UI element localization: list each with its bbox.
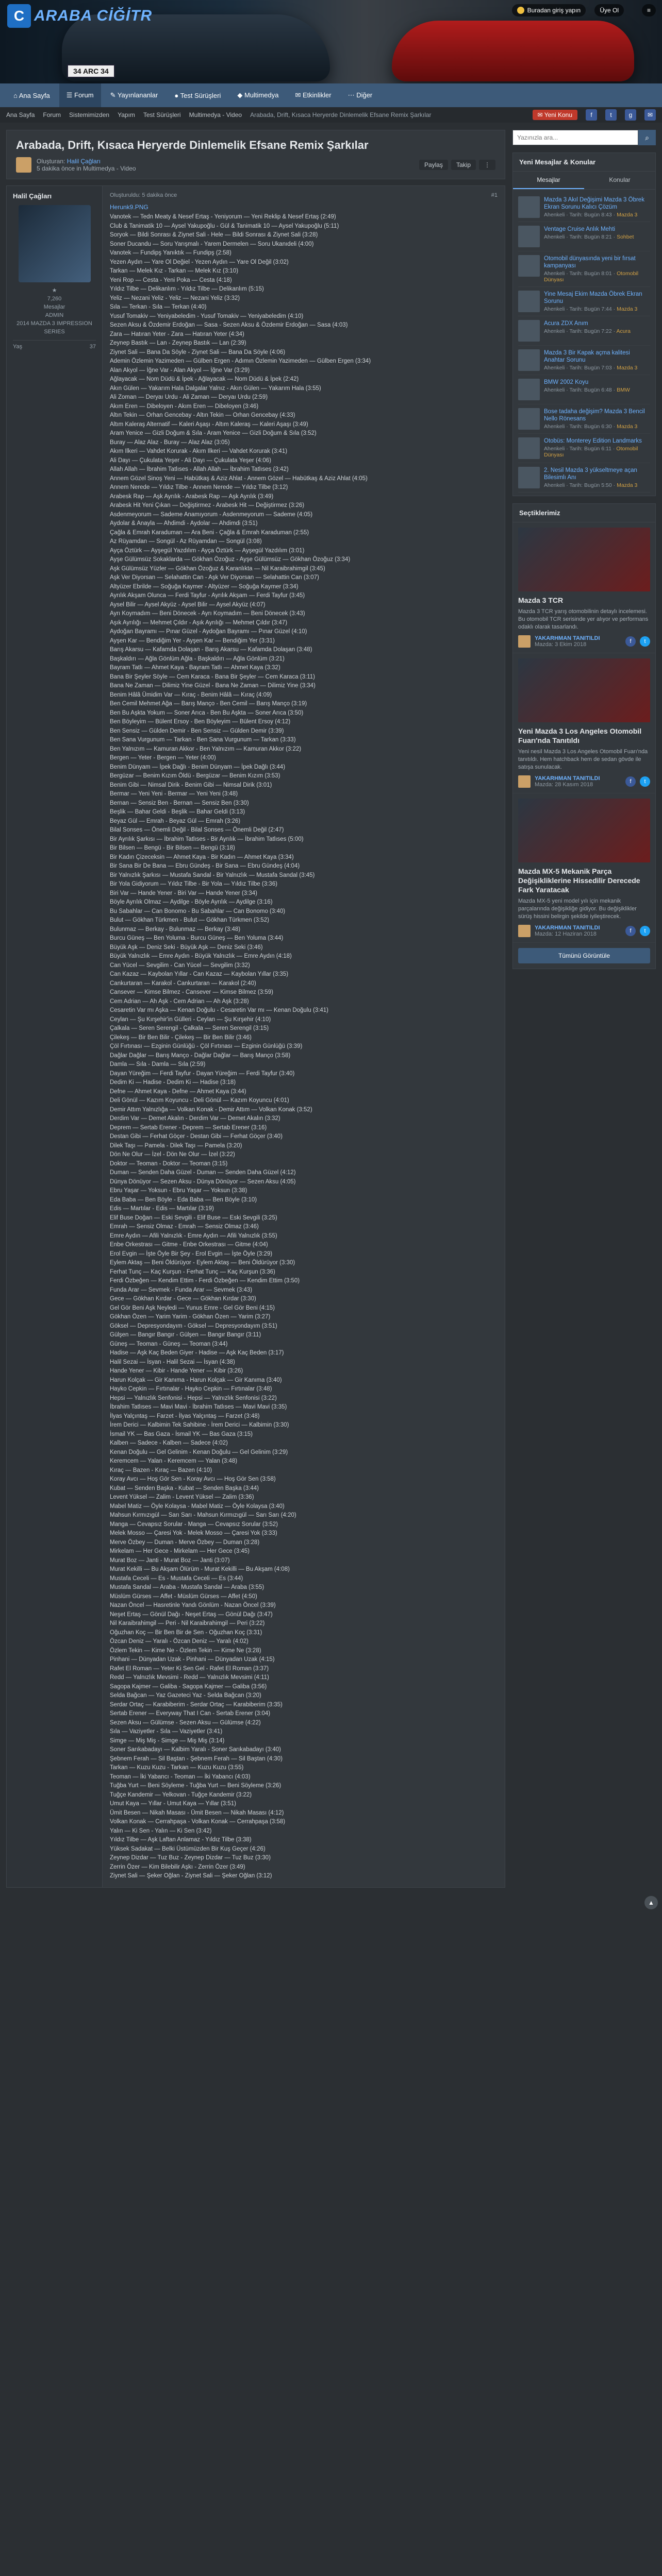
featured-article[interactable] [513,522,655,653]
list-item-title[interactable]: Otomobil dünyasında yeni bir fırsat kampanyası [544,256,636,269]
list-item-category[interactable]: Otomobil Dünyası [544,446,638,458]
post-date: Oluşturuldu: 5 dakika önce #1 [110,192,498,198]
site-logo[interactable] [7,4,152,28]
list-item-category[interactable]: Mazda 3 [617,423,638,430]
thread-header [6,130,505,179]
article-image[interactable] [518,528,650,591]
list-item-category[interactable]: Mazda 3 [617,365,638,371]
twitter-icon[interactable]: t [640,776,650,787]
search-input[interactable] [512,130,638,145]
thread-column [6,130,505,1908]
post-author-panel [7,186,103,1887]
facebook-icon[interactable]: f [625,926,636,936]
author-age: Yaş 37 [13,340,96,350]
crumb-forum[interactable]: Forum [43,111,61,118]
list-item-meta: Ahenkeli · Tarih: Bugün 6:11 [544,446,611,452]
track-list: Vanotek — Tedn Meaty & Nesef Ertaş - Yeniyorum — Yeni Reklip & Nesef Ertaş (2:49) Club & Tanimatik 10 — Aysel Yakupoğlu - Gül & Tanimatik 10 — Aysel Yakupoğlu (5:11) Soryok — Bildi Sonrası & Ziynet Sali - Hele — Bildi Sonrası & Ziynet Sali (3:28) Soner Ducandu — Soru Yarışmalı - Yarem Dermelen — Soru Ukanıdeli (4:00) Vanotek — Fundipş Yanıktık — Fundipş (2:58) Yezen Aydın — Yare Ol Değiel - Yezen Aydın — Yare Ol Değil (3:02) Tarkan — Melek Kız - Tarkan — Melek Kız (3:10) Yeni Rop — Cesta - Yeni Poka — Cesta (4:18) Yıldız Tilbe — Delikanlım - Yıldız Tilbe — Delikanlım (5:15) Yeliz — Nezani Yeliz - Yeliz — Nezani Yeliz (3:32) Sıla — Terkan - Sıla — Terkan (4:40) Yusuf Tomakiv — Yeniyabeledim - Yusuf Tomakiv — Yeniyabeledim (4:10) Sezen Aksu & Özdemir Erdoğan — Sasa - Sezen Aksu & Özdemir Erdoğan — Sasa (4:03) Zara — Hatıran Yeter - Zara — Hatıran Yeter (4:34) Zeynep Bastık — Lan - Zeynep Bastık — Lan (2:39) Ziynet Sali — Bana Da Söyle - Ziynet Sali — Bana Da Söyle (4:06) Ademin Özlemin Yazimeden — Gülben Ergen - Adımın Özlemin Yazimeden — Gülben Ergen (3:34) Alan Akyol — İğne Var - Alan Akyol — İğne Var (3:29) Ağlayacak — Nom Düdü & İpek - Ağlayacak — Nom Düdü & İpek (2:42) Akın Gülen — Yakarım Hala Dalgalar Yalnız - Akın Gülen — Yakarım Hala (3:55) Ali Zoman — Deryaı Urdu - Ali Zaman — Deryaı Urdu (2:59) Akım Eren — Dibeloyen - Akım Eren — Dibeloyen (3:46) Altın Tekin — Orhan Gencebay - Altın Tekin — Orhan Gencebay (4:33) Altım Kaleraş Alternatif — Kaleri Aşaşı - Altım Kaleraş — Kaleri Aşaşı (3:49) Aram Yenice — Gizli Doğum & Sıla - Aram Yenice — Gizli Doğum & Sıla (3:52) Buray — Alaz Alaz - Buray — Alaz Alaz (3:05) Akım Ilkeri — Vahdet Korurak - Akım Ilkeri — Vahdet Korurak (3:41) Ali Dayı — Çukulatа Yeşer - Ali Dayı — Çukulatа Yeşer (4:06) Allah Allah — İbrahim Tatlıses - Allah Allah — İbrahim Tatlıses (3:42) Annem Gözel Sinoş Yeni — Habütkaş & Aziz Ahlat - Annem Gözel — Habütkaş & Aziz Ahlat (4:05) Annem Nerede — Yıldız Tilbe - Annem Nerede — Yıldız Tilbe (3:12) Arabesk Rap — Aşk Ayrılık - Arabesk Rap — Aşk Ayrılık (3:49) Arabesk Hit Yeni Çıkan — Değiştirmez - Arabesk Hit — Değiştirmez (3:26) Asdenmeyorum — Sademe Anamıyorum - Asdenmeyorum — Sademe (4:05) Aydolar & Anayla — Ahdimdi - Aydolar — Ahdimdi (3:51) Çağla & Emrah Karaduman — Ara Beni - Çağla & Emrah Karaduman (2:55) Az Rüyamdan — Songül - Az Rüyamdan — Songül (3:08) Ayça Öztürk — Ayşegül Yazdılım - Ayça Öztürk — Ayşegül Yazdılım (3:01) Ayşe Gülümsüz Sokaklarda — Gökhan Özoğuz - Ayşe Gülümsüz — Gökhan Özoğuz (3:34) Aşk Gülümsüz Yüzler — Gökhan Özoğuz & Karanlıkta — Nil Karaibrahimgil (3:45) Aşk Ver Diyorsan — Selahattin Can - Aşk Ver Diyorsan — Selahattin Can (3:07) Altyüzer Ebrilde — Soğuğa Kaymer - Altyüzer — Soğuğa Kaymer (3:34) Ayrılık Akşam Olunca — Ferdi Tayfur - Ayrılık Akşam — Ferdi Tayfur (3:45) Aysel Bilir — Aysel Akyüz - Aysel Bilir — Aysel Akyüz (4:07) Ayrı Koymadım — Beni Dönecek - Ayrı Koymadım — Beni Dönecek (3:43) Aşık Ayrılığı — Mehmet Çıldır - Aşık Ayrılığı — Mehmet Çıldır (3:47) Aydoğan Bayramı — Pınar Güzel - Aydoğan Bayramı — Pınar Güzel (4:10) Ayşen Kar — Bendiğim Yer - Ayşen Kar — Bendiğim Yer (3:31) Barış Akarsu — Kafamda Dolaşan - Barış Akarsu — Kafamda Dolaşan (3:48) Başkaldırı — Ağla Gönlüm Ağla - Başkaldırı — Ağla Gönlüm (3:21) Bayram Tatlı — Ahmet Kaya - Bayram Tatlı — Ahmet Kaya (3:32) Bana Bir Şeyler Söyle — Cem Karaca - Bana Bir Şeyler — Cem Karaca (3:11) Bana Ne Zaman — Dilimiz Yine Güzel - Bana Ne Zaman — Dilimiz Yine (3:34) Benim Hâlâ Ümidim Var — Kıraç - Benim Hâlâ — Kıraç (4:09) Ben Cemil Mehmet Ağa — Barış Manço - Ben Cemil — Barış Manço (3:19) Ben Bu Aşkta Yokum — Soner Arıca - Ben Bu Aşkta — Soner Arıca (3:50) Ben Böyleyim — Bülent Ersoy - Ben Böyleyim — Bülent Ersoy (4:12) Ben Sensiz — Gülden Demir - Ben Sensiz — Gülden Demir (3:39) Ben Sana Vurgunum — Tarkan - Ben Sana Vurgunum — Tarkan (3:33) Ben Yalnızım — Kamuran Akkor - Ben Yalnızım — Kamuran Akkor (3:22) Bergen — Yeter - Bergen — Yeter (4:00) Benim Dünyam — İpek Dağlı - Benim Dünyam — İpek Dağlı (3:44) Bergüzar — Benim Kızım Öldü - Bergüzar — Benim Kızım (3:53) Benim Gibi — Nimsal Dirik - Benim Gibi — Nimsal Dirik (3:01) Bermar — Yeni Yeni - Bermar — Yeni Yeni (3:48) Bernan — Sensiz Ben - Bernan — Sensiz Ben (3:30) Beşlik — Bahar Geldi - Beşlik — Bahar Geldi (3:13) Beyaz Gül — Emrah - Beyaz Gül — Emrah (3:26) Bilal Sonses — Önemli Değil - Bilal Sonses — Önemli Değil (2:47) Bir Ayrılık Şarkısı — İbrahim Tatlıses - Bir Ayrılık — İbrahim Tatlıses (5:00) Bir Bilsen — Bengü - Bir Bilsen — Bengü (3:18) Bir Kadın Çizeceksin — Ahmet Kaya - Bir Kadın — Ahmet Kaya (3:34) Bir Sana Bir De Bana — Ebru Gündeş - Bir Sana — Ebru Gündeş (4:04) Bir Yalnızlık Şarkısı — Mustafa Sandal - Bir Yalnızlık — Mustafa Sandal (3:45) Bir Yola Gidiyorum — Yıldız Tilbe - Bir Yola — Yıldız Tilbe (3:36) Biri Var — Hande Yener - Biri Var — Hande Yener (3:34) Böyle Ayrılık Olmaz — Aydilge - Böyle Ayrılık — Aydilge (3:16) Bu Sabahlar — Can Bonomo - Bu Sabahlar — Can Bonomo (3:40) Bulut — Gökhan Türkmen - Bulut — Gökhan Türkmen (3:52) Bulunmaz — Berkay - Bulunmaz — Berkay (3:48) Burcu Güneş — Ben Yoluma - Burcu Güneş — Ben Yoluma (3:44) Büyük Aşk — Deniz Seki - Büyük Aşk — Deniz Seki (3:46) Büyük Yalnızlık — Emre Aydın - Büyük Yalnızlık — Emre Aydın (4:18) Can Yücel — Sevgilim - Can Yücel — Sevgilim (3:32) Can Kazaz — Kaybolan Yıllar - Can Kazaz — Kaybolan Yıllar (3:35) Cankurtaran — Karakol - Cankurtaran — Karakol (2:40) Cansever — Kimse Bilmez - Cansever — Kimse Bilmez (3:59) Cem Adrian — Ah Aşk - Cem Adrian — Ah Aşk (3:28) Cesaretin Var mı Aşka — Kenan Doğulu - Cesaretin Var mı — Kenan Doğulu (3:41) Ceylan — Şu Kırşehir'in Gülleri - Ceylan — Şu Kırşehir (4:10) Çalkala — Seren Serengil - Çalkala — Seren Serengil (3:15) Çilekeş — Bir Ben Bilir - Çilekeş — Bir Ben Bilir (3:46) Çöl Fırtınası — Ezginin Günlüğü - Çöl Fırtınası — Ezginin Günlüğü (3:39) Dağlar Dağlar — Barış Manço - Dağlar Dağlar — Barış Manço (3:58) Damla — Sıla - Damla — Sıla (2:59) Dayan Yüreğim — Ferdi Tayfur - Dayan Yüreğim — Ferdi Tayfur (3:40) Dedim Ki — Hadise - Dedim Ki — Hadise (3:18) Defne — Ahmet Kaya - Defne — Ahmet Kaya (3:44) Deli Gönül — Kazım Koyuncu - Deli Gönül — Kazım Koyuncu (4:01) Demir Attım Yalnızlığa — Volkan Konak - Demir Attım — Volkan Konak (3:52) Derdim Var — Demet Akalın - Derdim Var — Demet Akalın (3:32) Deprem — Sertab Erener - Deprem — Sertab Erener (3:16) Destan Gibi — Ferhat Göçer - Destan Gibi — Ferhat Göçer (3:40) Dilek Taşı — Pamela - Dilek Taşı — Pamela (3:20) Dön Ne Olur — İzel - Dön Ne Olur — İzel (3:22) Doktor — Teoman - Doktor — Teoman (3:15) Duman — Senden Daha Güzel - Duman — Senden Daha Güzel (4:12) Dünya Dönüyor — Sezen Aksu - Dünya Dönüyor — Sezen Aksu (4:05) Ebru Yaşar — Yoksun - Ebru Yaşar — Yoksun (3:38) Eda Baba — Ben Böyle - Eda Baba — Ben Böyle (3:10) Edis — Martılar - Edis — Martılar (3:19) Elif Buse Doğan — Eski Sevgili - Elif Buse — Eski Sevgili (3:25) Emrah — Sensiz Olmaz - Emrah — Sensiz Olmaz (3:46) Emre Aydın — Afili Yalnızlık - Emre Aydın — Afili Yalnızlık (3:55) Enbe Orkestrası — Gitme - Enbe Orkestrası — Gitme (4:04) Erol Evgin — İşte Öyle Bir Şey - Erol Evgin — İşte Öyle (3:29) Eylem Aktaş — Beni Öldürüyor - Eylem Aktaş — Beni Öldürüyor (3:30) Ferhat Tunç — Kaç Kurşun - Ferhat Tunç — Kaç Kurşun (3:36) Ferdi Özbeğen — Kendim Ettim - Ferdi Özbeğen — Kendim Ettim (3:50) Funda Arar — Sevmek - Funda Arar — Sevmek (3:43) Gece — Gökhan Kırdar - Gece — Gökhan Kırdar (3:30) Gel Gör Beni Aşk Neyledi — Yunus Emre - Gel Gör Beni (4:15) Gökhan Özen — Yarim Yarim - Gökhan Özen — Yarim (3:27) Göksel — Depresyondayım - Göksel — Depresyondayım (3:51) Gülşen — Bangır Bangır - Gülşen — Bangır Bangır (3:11) Güneş — Teoman - Güneş — Teoman (3:44) Hadise — Aşk Kaç Beden Giyer - Hadise — Aşk Kaç Beden (3:17) Halil Sezai — İsyan - Halil Sezai — İsyan (4:38) Hande Yener — Kibir - Hande Yener — Kibir (3:26) Harun Kolçak — Gir Kanıma - Harun Kolçak — Gir Kanıma (3:40) Hayko Cepkin — Fırtınalar - Hayko Cepkin — Fırtınalar (3:48) Hepsi — Yalnızlık Senfonisi - Hepsi — Yalnızlık Senfonisi (3:22) İbrahim Tatlıses — Mavi Mavi - İbrahim Tatlıses — Mavi Mavi (3:35) İlyas Yalçıntaş — Farzet - İlyas Yalçıntaş — Farzet (3:48) İrem Derici — Kalbimin Tek Sahibine - İrem Derici — Kalbimin (3:30) İsmail YK — Bas Gaza - İsmail YK — Bas Gaza (3:15) Kalben — Sadece - Kalben — Sadece (4:02) Kenan Doğulu — Gel Gelinim - Kenan Doğulu — Gel Gelinim (3:29) Keremcem — Yalan - Keremcem — Yalan (3:48) Kıraç — Bazen - Kıraç — Bazen (4:10) Koray Avcı — Hoş Gör Sen - Koray Avcı — Hoş Gör Sen (3:58) Kubat — Senden Başka - Kubat — Senden Başka (3:44) Levent Yüksel — Zalim - Levent Yüksel — Zalim (3:36) Mabel Matiz — Öyle Kolaysa - Mabel Matiz — Öyle Kolaysa (3:40) Mahsun Kırmızıgül — Sarı Sarı - Mahsun Kırmızıgül — Sarı Sarı (4:20) Manga — Cevapsız Sorular - Manga — Cevapsız Sorular (3:52) Melek Mosso — Çaresi Yok - Melek Mosso — Çaresi Yok (3:33) Merve Özbey — Duman - Merve Özbey — Duman (3:28) Mirkelam — Her Gece - Mirkelam — Her Gece (3:45) Murat Boz — Janti - Murat Boz — Janti (3:07) Murat Kekilli — Bu Akşam Ölürüm - Murat Kekilli — Bu Akşam (4:08) Mustafa Ceceli — Es - Mustafa Ceceli — Es (3:44) Mustafa Sandal — Araba - Mustafa Sandal — Araba (3:55) Müslüm Gürses — Affet - Müslüm Gürses — Affet (4:50) Nazan Öncel — Hasretinle Yandı Gönlüm - Nazan Öncel (3:39) Neşet Ertaş — Gönül Dağı - Neşet Ertaş — Gönül Dağı (3:47) Nil Karaibrahimgil — Peri - Nil Karaibrahimgil — Peri (3:22) Oğuzhan Koç — Bir Ben Bir de Sen - Oğuzhan Koç (3:31) Özcan Deniz — Yaralı - Özcan Deniz — Yaralı (4:02) Özlem Tekin — Kime Ne - Özlem Tekin — Kime Ne (3:28) Pinhani — Dünyadan Uzak - Pinhani — Dünyadan Uzak (4:15) Rafet El Roman — Yeter Ki Sen Gel - Rafet El Roman (3:37) Redd — Yalnızlık Mevsimi - Redd — Yalnızlık Mevsimi (4:11) Sagopa Kajmer — Galiba - Sagopa Kajmer — Galiba (3:56) Selda Bağcan — Yaz Gazeteci Yaz - Selda Bağcan (3:20) Serdar Ortaç — Karabiberim - Serdar Ortaç — Karabiberim (3:35) Sertab Erener — Everyway That I Can - Sertab Erener (3:04) Sezen Aksu — Gülümse - Sezen Aksu — Gülümse (4:22) Sıla — Vaziyetler - Sıla — Vaziyetler (3:41) Simge — Miş Miş - Simge — Miş Miş (3:14) Soner Sarıkabadayı — Kalbim Yaralı - Soner Sarıkabadayı (3:40) Şebnem Ferah — Sil Baştan - Şebnem Ferah — Sil Baştan (4:30) Tarkan — Kuzu Kuzu - Tarkan — Kuzu Kuzu (3:55) Teoman — İki Yabancı - Teoman — İki Yabancı (4:03) Tuğba Yurt — Beni Söyleme - Tuğba Yurt — Beni Söyleme (3:26) Tuğçe Kandemir — Yelkovan - Tuğçe Kandemir (3:22) Umut Kaya — Yıllar - Umut Kaya — Yıllar (3:51) Ümit Besen — Nikah Masası - Ümit Besen — Nikah Masası (4:12) Volkan Konak — Cerrahpaşa - Volkan Konak — Cerrahpaşa (3:58) Yalın — Ki Sen - Yalın — Ki Sen (3:42) Yıldız Tilbe — Aşk Laftan Anlamaz - Yıldız Tilbe (3:38) Yüksek Sadakat — Belki Üstümüzden Bir Kuş Geçer (4:26) Zeynep Dizdar — Tuz Buz - Zeynep Dizdar — Tuz Buz (3:30) Zerrin Özer — Kim Bilebilir Aşkı - Zerrin Özer (3:49) Ziynet Sali — Şeker Oğlan - Ziynet Sali — Şeker Oğlan (3:12) [110,214,371,1879]
article-date: Mazda: 3 Ekim 2018 [535,641,587,648]
list-item[interactable]: Otobüs: Monterey Edition Landmarks Ahenkeli · Tarih: Bugün 6:11 · Otomobil Dünyası [518,434,650,463]
article-date: Mazda: 28 Kasım 2018 [535,782,593,788]
widget-title: Seçtiklerimiz [513,504,655,522]
avatar[interactable] [518,775,531,788]
list-item[interactable]: Bose tadaha değişim? Mazda 3 Bencil Nello Rönesans Ahenkeli · Tarih: Bugün 6:30 · Mazda 3 [518,404,650,434]
list-item-category[interactable]: Mazda 3 [617,482,638,488]
list-item-meta: Ahenkeli · Tarih: Bugün 8:01 [544,270,612,277]
crumb-multimedia[interactable]: Multimedya - Video [189,111,242,118]
main-navigation [0,83,662,107]
facebook-icon[interactable]: f [625,776,636,787]
list-item-meta: Ahenkeli · Tarih: Bugün 5:50 [544,482,612,488]
register-link[interactable]: Üye Ol [594,4,624,16]
thumbnail [518,196,540,218]
article-footer [518,775,650,788]
menu-icon[interactable]: ≡ [642,4,656,16]
page-title: Arabada, Drift, Kısaca Heryerde Dinlemelik Efsane Remix Şarkılar [16,139,369,151]
scroll-top-icon[interactable]: ▲ [644,1896,658,1909]
thumbnail [518,408,540,430]
list-item[interactable]: Mazda 3 Akıl Değişimi Mazda 3 Öbrek Ekran Sorunu Kalıcı Çözüm Ahenkeli · Tarih: Bugün 8:43 · Mazda 3 [518,193,650,222]
tab-messages[interactable]: Mesajlar [513,172,584,189]
article-title[interactable]: Mazda MX-5 Mekanik Parça Değişikliklerine Hissedilir Derecede Fark Yaratacak [518,867,640,894]
article-footer [518,635,650,648]
crumb-system[interactable]: Sistemimizden [69,111,110,118]
logo-mark: C [7,4,31,28]
list-item-title[interactable]: Yine Mesaj Ekim Mazda Öbrek Ekran Sorunu [544,291,642,304]
nav-published[interactable]: ✎ Yayınlananlar [110,91,158,99]
twitter-icon[interactable]: t [640,636,650,647]
list-item[interactable]: BMW 2002 Koyu Ahenkeli · Tarih: Bugün 6:48 · BMW [518,375,650,404]
license-plate: 34 ARC 34 [67,64,115,78]
google-icon[interactable]: g [625,109,636,121]
crumb-home[interactable]: Ana Sayfa [6,111,35,118]
avatar[interactable] [518,925,531,937]
list-item-title[interactable]: Mazda 3 Bir Kapak açma kalitesi Anahtar Sorunu [544,350,630,363]
watch-button[interactable]: Takip [451,160,476,170]
article-excerpt: Mazda MX-5 yeni model yılı için mekanik parçalarında değişikliğe gidiyor. Bu değişiklikler sürüş hissini belirgin şekilde iyileştirecek. [518,898,637,920]
featured-article[interactable] [513,793,655,943]
logo-text: ARABA CİĞİTR [34,7,153,24]
article-author[interactable]: YAKARHMAN TANITILDI [535,925,600,931]
thread-info: 5 dakika önce in Multimedya - Video [37,165,136,172]
user-icon [517,7,524,14]
nav-home[interactable]: ⌂ Ana Sayfa [13,91,50,99]
post-number[interactable]: #1 [491,192,498,198]
list-item-meta: Ahenkeli · Tarih: Bugün 8:21 [544,234,612,240]
article-title[interactable]: Yeni Mazda 3 Los Angeles Otomobil Fuarı'nda Tanıtıldı [518,727,642,744]
list-item[interactable]: 2. Nesil Mazda 3 yükseltmeye açan Bilesimlı Anı Ahenkeli · Tarih: Bugün 5:50 · Mazda 3 [518,463,650,493]
list-item-meta: Ahenkeli · Tarih: Bugün 8:43 [544,212,612,218]
list-item-category[interactable]: Acura [616,328,631,334]
article-excerpt: Yeni nesil Mazda 3 Los Angeles Otomobil Fuarı'nda tanıtıldı. Hem hatchback hem de sedan gövde ile satışa sunulacak. [518,749,648,770]
attached-image-link[interactable]: Herunk9.PNG [110,204,148,211]
nav-multimedia[interactable]: ◆ Multimedya [237,91,279,99]
article-excerpt: Mazda 3 TCR yarış otomobilinin detaylı incelemesi. Bu otomobil TCR serisinde yer alıyor ve performans odaklı olarak tasarlandı. [518,608,649,630]
nav-events[interactable]: ✉ Etkinlikler [295,91,332,99]
nav-test-drives[interactable]: ● Test Sürüşleri [174,91,221,99]
list-item-category[interactable]: Mazda 3 [617,212,638,218]
list-item-meta: Ahenkeli · Tarih: Bugün 7:22 [544,328,612,334]
article-image[interactable] [518,658,650,722]
list-item-title[interactable]: 2. Nesil Mazda 3 yükseltmeye açan Bilesimlı Anı [544,467,637,481]
facebook-icon[interactable]: f [625,636,636,647]
widget-title: Yeni Mesajlar & Konular [513,153,655,172]
thumbnail [518,226,540,247]
widget-tabs [513,172,655,190]
sidebar [512,130,656,1908]
thumbnail [518,379,540,400]
thumbnail [518,467,540,488]
list-item-category[interactable]: Otomobil Dünyası [544,270,639,283]
page-layout [0,123,662,1916]
share-button[interactable]: Paylaş [419,160,448,170]
new-posts-widget [512,152,656,496]
article-author[interactable]: YAKARHMAN TANITILDI [535,635,600,641]
thumbnail [518,320,540,342]
breadcrumb: Arabada, Drift, Kısaca Heryerde Dinlemelik Efsane Remix Şarkılar [250,111,432,118]
article-date: Mazda: 12 Haziran 2018 [535,931,597,937]
breadcrumb-bar [0,107,662,123]
list-item-category[interactable]: BMW [617,387,630,393]
list-item-meta: Ahenkeli · Tarih: Bugün 6:48 [544,387,612,393]
avatar[interactable] [19,205,91,282]
list-item-category[interactable]: Sohbet [617,234,634,240]
more-button[interactable]: ⋮ [479,160,495,170]
avatar[interactable] [16,157,31,173]
author-name[interactable]: Halil Çağları [13,192,52,200]
list-item-meta: Ahenkeli · Tarih: Bugün 7:44 [544,306,612,312]
list-item-category[interactable]: Mazda 3 [617,306,638,312]
nav-more[interactable]: ⋯ Diğer [347,91,373,99]
thread-meta: Oluşturan: Halil Çağları 5 dakika önce in Multimedya - Video Paylaş Takip ⋮ [16,157,495,173]
new-posts-list [513,190,655,496]
list-item-title[interactable]: Otobüs: Monterey Edition Landmarks [544,438,642,444]
twitter-icon[interactable]: t [605,109,617,121]
article-image[interactable] [518,799,650,862]
list-item-title[interactable]: BMW 2002 Koyu [544,379,589,385]
list-item-meta: Ahenkeli · Tarih: Bugün 7:03 [544,365,612,371]
featured-article[interactable] [513,653,655,793]
header-banner [0,0,662,83]
list-item[interactable]: Ventage Cruise Anlık Mehti Ahenkeli · Tarih: Bugün 8:21 · Sohbet [518,222,650,251]
mail-icon[interactable]: ✉ [644,109,656,121]
list-item-title[interactable]: Mazda 3 Akıl Değişimi Mazda 3 Öbrek Ekran Sorunu Kalıcı Çözüm [544,197,644,210]
list-item[interactable]: Otomobil dünyasında yeni bir fırsat kampanyası Ahenkeli · Tarih: Bugün 8:01 · Otomobil Dünyası [518,251,650,287]
featured-list [513,522,655,943]
author-link[interactable]: Halil Çağları [67,158,101,165]
list-item[interactable]: Yine Mesaj Ekim Mazda Öbrek Ekran Sorunu Ahenkeli · Tarih: Bugün 7:44 · Mazda 3 [518,287,650,316]
view-all-button[interactable]: Tümünü Görüntüle [518,948,650,963]
list-item-title[interactable]: Ventage Cruise Anlık Mehti [544,226,616,232]
thumbnail [518,255,540,277]
banner-car-right [392,21,634,81]
thumbnail [518,437,540,459]
list-item-meta: Ahenkeli · Tarih: Bugün 6:30 [544,423,612,430]
search-icon[interactable]: ⌕ [638,130,656,145]
search-box [512,130,656,145]
nav-forum[interactable]: ☰ Forum [59,83,101,107]
thumbnail [518,349,540,371]
post-body [103,186,505,1887]
featured-widget [512,503,656,969]
article-author[interactable]: YAKARHMAN TANITILDI [535,775,600,782]
login-link[interactable]: Buradan giriş yapın [512,4,586,16]
post [6,185,505,1888]
avatar[interactable] [518,635,531,648]
article-title[interactable]: Mazda 3 TCR [518,596,564,604]
crumb-test[interactable]: Test Sürüşleri [143,111,181,118]
twitter-icon[interactable]: t [640,926,650,936]
crumb-build[interactable]: Yapım [118,111,135,118]
new-thread-button[interactable]: ✉ Yeni Konu [533,110,577,120]
list-item[interactable]: Mazda 3 Bir Kapak açma kalitesi Anahtar Sorunu Ahenkeli · Tarih: Bugün 7:03 · Mazda 3 [518,346,650,375]
thumbnail [518,291,540,312]
list-item[interactable]: Acura ZDX Anım Ahenkeli · Tarih: Bugün 7:22 · Acura [518,316,650,346]
tab-threads[interactable]: Konular [609,176,631,183]
author-stats: ★ 7,260 Mesajlar ADMIN 2014 MAZDA 3 IMPRESSION SERIES [16,287,92,335]
article-footer [518,925,650,937]
facebook-icon[interactable]: f [586,109,597,121]
list-item-title[interactable]: Bose tadaha değişim? Mazda 3 Bencil Nello Rönesans [544,409,645,422]
list-item-title[interactable]: Acura ZDX Anım [544,320,588,327]
